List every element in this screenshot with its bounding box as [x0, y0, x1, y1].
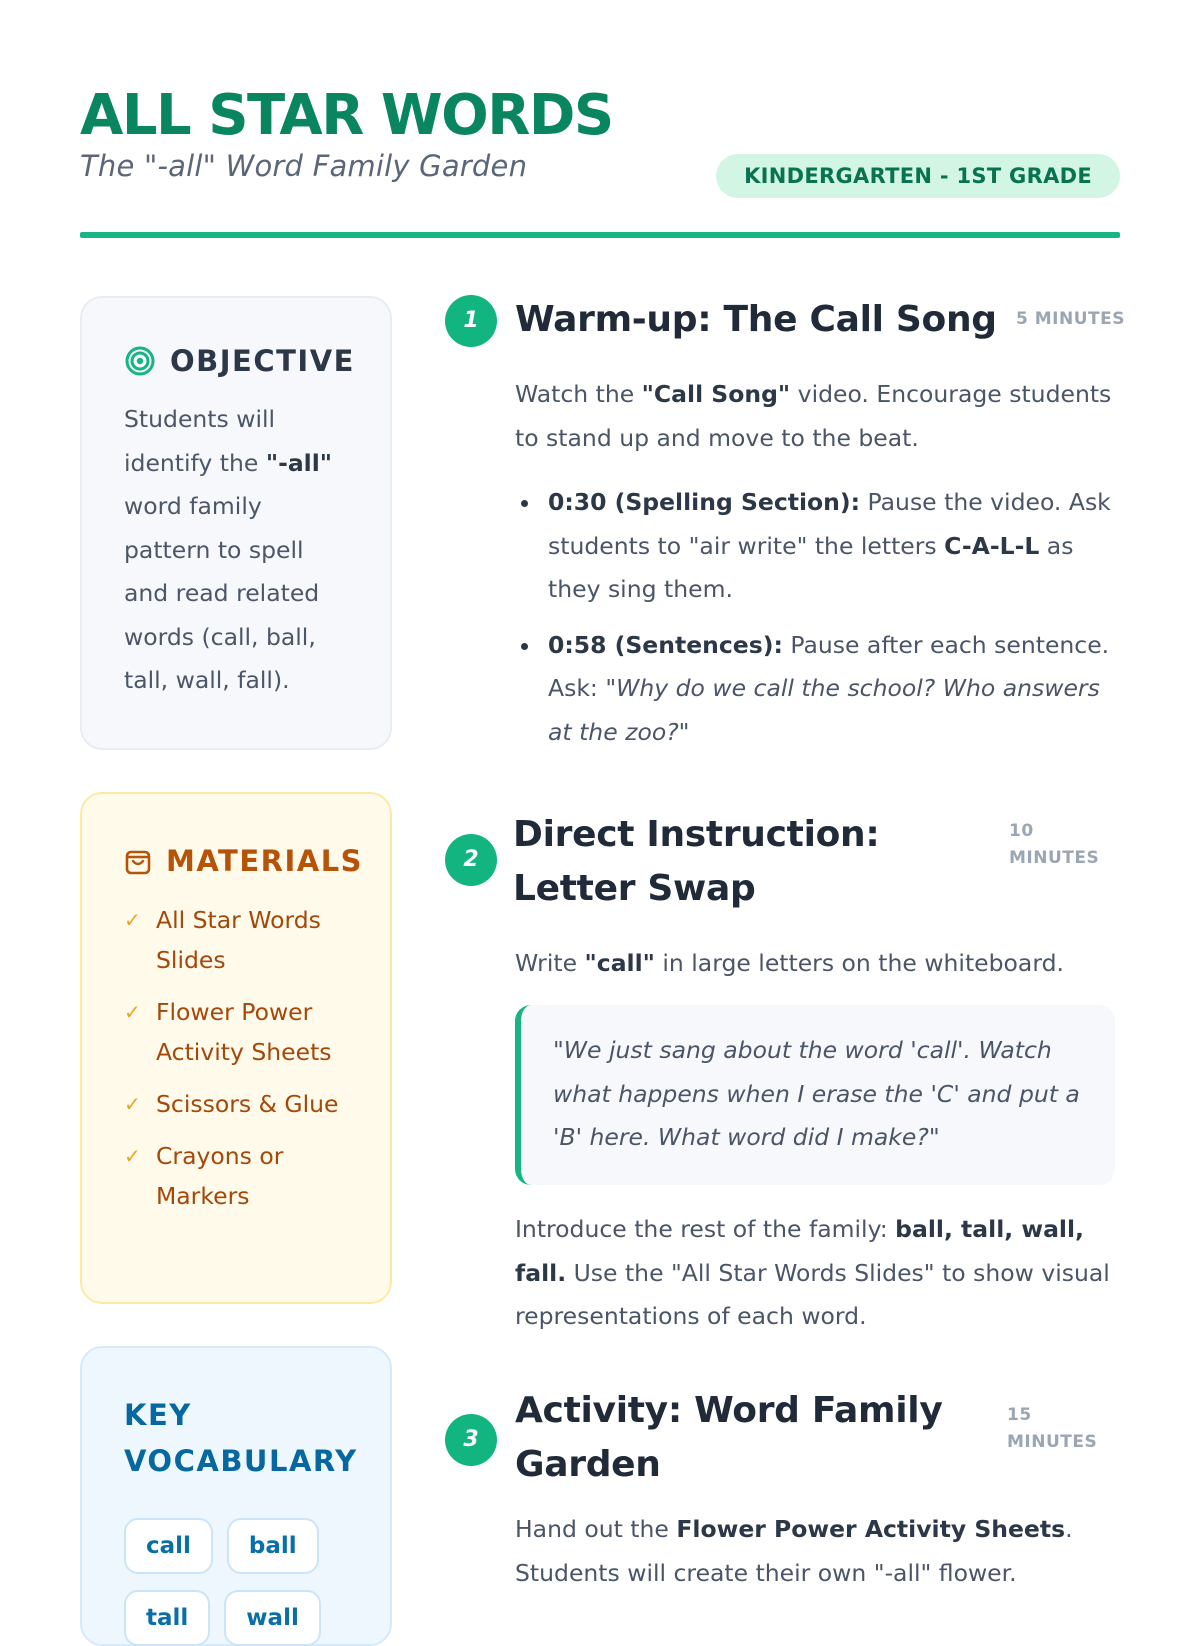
- vocab-chip: wall: [224, 1590, 321, 1646]
- list-item: [515, 481, 1115, 612]
- teacher-script-quote: "We just sang about the word 'call'. Watch what happens when I erase the 'C' and put a 'B' here. What word did I make?": [515, 1005, 1115, 1185]
- list-item: [124, 900, 360, 980]
- step-title: Activity: Word Family Garden: [515, 1390, 943, 1485]
- intro-text-end: in large letters on the whiteboard.: [654, 949, 1064, 977]
- check-icon: ✓: [124, 1144, 141, 1168]
- bullet-label: 0:30 (Spelling Section):: [548, 488, 861, 516]
- page-subtitle: The "-all" Word Family Garden: [80, 149, 528, 183]
- materials-heading: MATERIALS: [166, 844, 364, 878]
- grade-badge: KINDERGARTEN - 1ST GRADE: [716, 154, 1120, 198]
- vocab-chip: ball: [227, 1518, 319, 1574]
- objective-card: [80, 296, 392, 750]
- materials-header: [124, 844, 364, 878]
- list-item: [124, 1136, 360, 1216]
- step-intro: [515, 373, 1115, 460]
- page-title: ALL STAR WORDS: [80, 83, 613, 148]
- intro-text-end: . Students will create their own "-all" flower.: [515, 1515, 1073, 1587]
- step-duration: 5 MINUTES: [1016, 309, 1125, 329]
- step-number: 1: [445, 295, 497, 347]
- list-item: [124, 992, 360, 1072]
- intro-text: Hand out the: [515, 1515, 677, 1543]
- page-header: [80, 83, 1120, 188]
- material-label: Crayons or Markers: [156, 1142, 284, 1210]
- intro-text-end: video. Encourage students to stand up and move to the beat.: [515, 380, 1112, 452]
- objective-text-end: word family pattern to spell and read related words (call, ball, tall, wall, fall).: [124, 492, 320, 694]
- step-number: 2: [445, 834, 497, 886]
- step-title: Direct Instruction: Letter Swap: [513, 814, 880, 909]
- step-number: 3: [445, 1414, 497, 1466]
- intro-bold: Flower Power Activity Sheets: [676, 1515, 1066, 1543]
- step-bullets: [515, 481, 1115, 766]
- check-icon: ✓: [124, 908, 141, 932]
- header-divider: [80, 232, 1120, 238]
- target-icon: [124, 345, 156, 377]
- outro-text: Introduce the rest of the family:: [515, 1215, 896, 1243]
- bullet-text: Pause the video. Ask students to "air write" the letters: [548, 488, 1111, 560]
- vocabulary-card: [80, 1346, 392, 1646]
- list-item: [515, 624, 1115, 755]
- list-item: [124, 1084, 360, 1124]
- step-outro: [515, 1208, 1115, 1339]
- intro-bold: "call": [584, 949, 655, 977]
- material-label: Flower Power Activity Sheets: [156, 998, 332, 1066]
- objective-heading: OBJECTIVE: [170, 344, 355, 378]
- bullet-label: 0:58 (Sentences):: [548, 630, 783, 659]
- bullet-question: "Why do we call the school? Who answers at the zoo?": [548, 674, 1100, 746]
- objective-text-pattern: "-all": [265, 448, 333, 477]
- check-icon: ✓: [124, 1000, 141, 1024]
- step-intro: [515, 942, 1115, 986]
- materials-card: [80, 792, 392, 1304]
- vocabulary-heading: KEY VOCABULARY: [124, 1398, 358, 1478]
- intro-text: Write: [515, 949, 585, 977]
- vocab-chip: tall: [124, 1590, 210, 1646]
- intro-bold: "Call Song": [641, 380, 791, 408]
- objective-text-start: Students will identify the: [124, 405, 276, 477]
- step-duration: 10 MINUTES: [1009, 821, 1100, 868]
- step-title: Warm-up: The Call Song: [515, 299, 997, 340]
- objective-text: [124, 398, 352, 703]
- bullet-text: Pause after each sentence. Ask:: [548, 630, 1110, 702]
- bullet-letters: C-A-L-L: [944, 531, 1040, 560]
- bag-icon: [124, 846, 152, 876]
- vocabulary-chips: [124, 1518, 344, 1646]
- materials-list: [124, 900, 360, 1216]
- step-duration: 15 MINUTES: [1007, 1405, 1098, 1452]
- bullet-text-end: as they sing them.: [548, 531, 1074, 603]
- material-label: Scissors & Glue: [156, 1090, 339, 1118]
- vocab-chip: call: [124, 1518, 213, 1574]
- outro-bold: ball, tall, wall, fall.: [515, 1215, 1084, 1287]
- step-intro: [515, 1508, 1115, 1595]
- material-label: All Star Words Slides: [156, 906, 321, 974]
- outro-text-end: Use the "All Star Words Slides" to show visual representations of each word.: [515, 1258, 1110, 1330]
- intro-text: Watch the: [515, 380, 642, 408]
- check-icon: ✓: [124, 1092, 141, 1116]
- objective-header: [124, 344, 355, 378]
